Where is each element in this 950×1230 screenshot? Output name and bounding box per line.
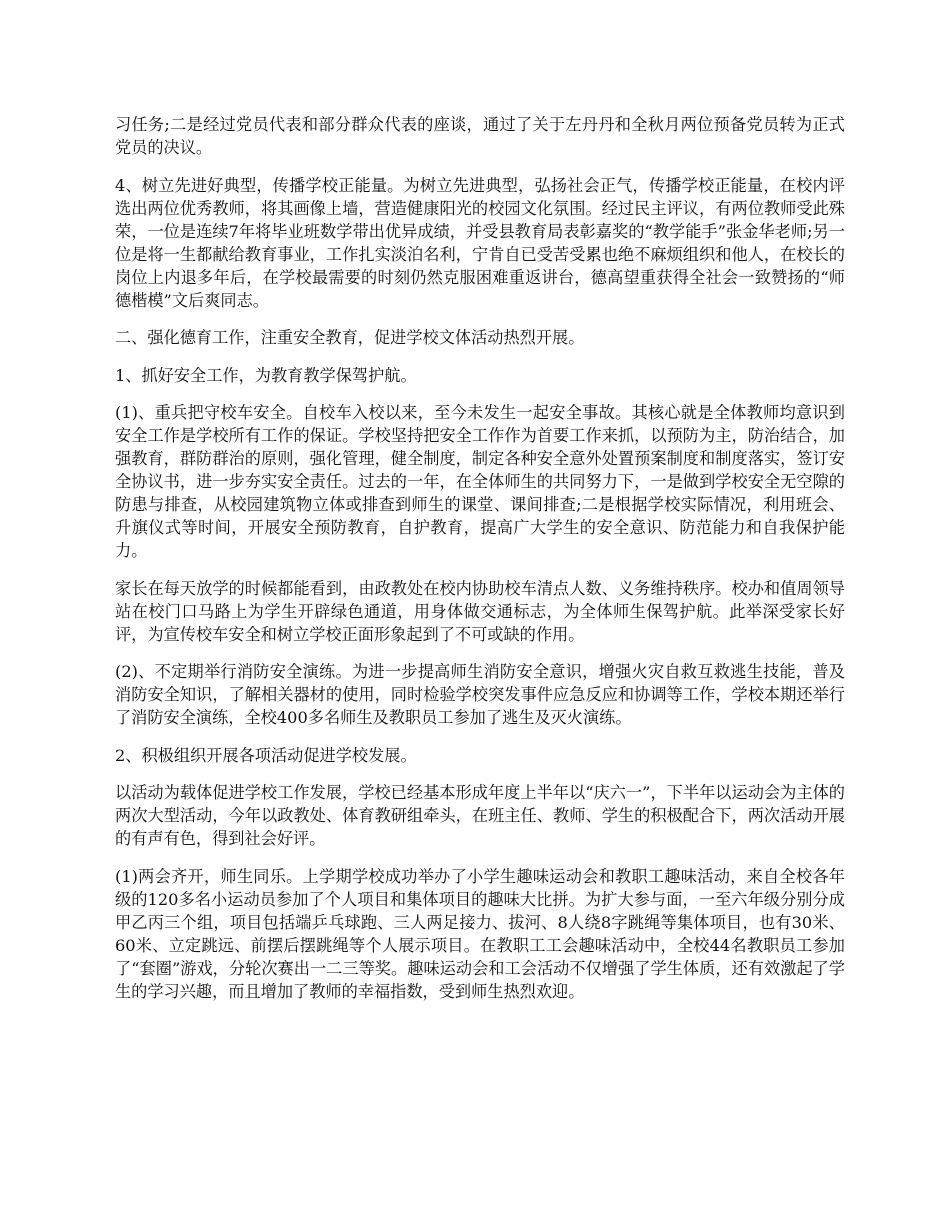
subheading-safety-work: 1、抓好安全工作，为教育教学保驾护航。 — [115, 365, 417, 385]
subheading-activities: 2、积极组织开展各项活动促进学校发展。 — [115, 745, 417, 765]
paragraph-parents-observe: 家长在每天放学的时候都能看到，由政教处在校内协助校车清点人数、义务维持秩序。校办和值周领导站在校门口马路上为学生开辟绿色通道，用身体做交通标志，为全体师生保驾护航。此举深受家长好评，为宣传校车安全和树立学校正面形象起到了不可或缺的作用。 — [115, 578, 845, 644]
paragraph-activity-carrier: 以活动为载体促进学校工作发展，学校已经基本形成年度上半年以“庆六一”，下半年以运动会为主体的两次大型活动，今年以政教处、体育教研组牵头，在班主任、教师、学生的积极配合下，两次活动开展的有声有色，得到社会好评。 — [115, 783, 845, 848]
paragraph-fire-drill: (2)、不定期举行消防安全演练。为进一步提高师生消防安全意识，增强火灾自救互救逃生技能，普及消防安全知识，了解相关器材的使用，同时检验学校突发事件应急反应和协调等工作，学校本期还举行了消防安全演练，全校400多名师生及教职员工参加了逃生及灭火演练。 — [115, 662, 845, 727]
paragraph-role-models: 4、树立先进好典型，传播学校正能量。为树立先进典型，弘扬社会正气，传播学校正能量，在校内评选出两位优秀教师，将其画像上墙，营造健康阳光的校园文化氛围。经过民主评议，有两位教师受此殊荣，一位是连续7年将毕业班数学带出优异成绩，并受县教育局表彰嘉奖的“教学能手”张金华老师;另一位是将一生都献给教育事业，工作扎实淡泊名利，宁肯自已受苦受累也绝不麻烦组织和他人，在校长的岗位上内退多年后，在学校最需要的时刻仍然克服困难重返讲台，德高望重获得全社会一致赞扬的“师德楷模”文后爽同志。 — [115, 175, 845, 310]
paragraph-sports-meet: (1)两会齐开，师生同乐。上学期学校成功举办了小学生趣味运动会和教职工趣味活动，来自全校各年级的120多名小运动员参加了个人项目和集体项目的趣味大比拼。为扩大参与面，一至六年级分别分成甲乙丙三个组，项目包括端乒乓球跑、三人两足接力、拔河、8人绕8字跳绳等集体项目，也有30米、60米、立定跳远、前摆后摆跳绳等个人展示项目。在教职工工会趣味活动中，全校44名教职员工参加了“套圈”游戏，分轮次赛出一二三等奖。趣味运动会和工会活动不仅增强了学生体质，还有效激起了学生的学习兴趣，而且增加了教师的幸福指数，受到师生热烈欢迎。 — [115, 866, 845, 1001]
section-heading-moral-education: 二、强化德育工作，注重安全教育，促进学校文体活动热烈开展。 — [115, 328, 585, 347]
paragraph-school-bus-safety: (1)、重兵把守校车安全。自校车入校以来，至今未发生一起安全事故。其核心就是全体教师均意识到安全工作是学校所有工作的保证。学校坚持把安全工作作为首要工作来抓，以预防为主，防治结合，加强教育，群防群治的原则，强化管理，健全制度，制定各种安全意外处置预案制度和制度落实，签订安全协议书，进一步夯实安全责任。过去的一年，在全体师生的共同努力下，一是做到学校安全无空隙的防患与排查，从校园建筑物立体或排查到师生的课堂、课间排查;二是根据学校实际情况，利用班会、升旗仪式等时间，开展安全预防教育，自护教育，提高广大学生的安全意识、防范能力和自我保护能力。 — [115, 403, 845, 560]
document-body — [115, 113, 845, 1017]
paragraph-party-members: 习任务;二是经过党员代表和部分群众代表的座谈，通过了关于左丹丹和全秋月两位预备党员转为正式党员的决议。 — [115, 115, 845, 157]
